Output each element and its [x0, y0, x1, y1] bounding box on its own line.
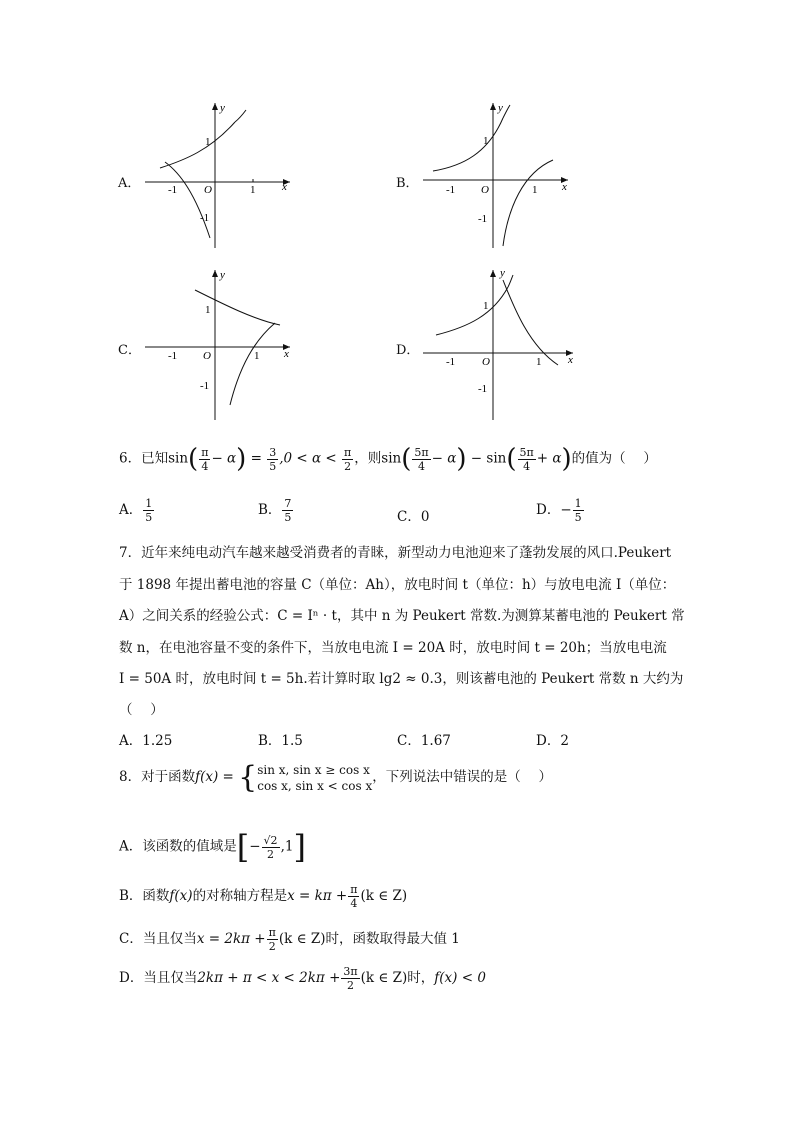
svg-text:1: 1: [254, 350, 260, 362]
graph-label: A．: [118, 176, 141, 191]
graph-a: [118, 98, 300, 262]
graph-c: [118, 265, 300, 429]
question-8: 8．对于函数f(x) = { sin x, sin x ≥ cos x cos x, sin x < cos x ，下列说法中错误的是（ ）: [119, 760, 553, 795]
question-7-line: 7．近年来纯电动汽车越来越受消费者的青睐，新型动力电池迎来了蓬勃发展的风口.Peukert: [119, 545, 672, 561]
svg-text:1: 1: [532, 184, 538, 196]
svg-text:x: x: [568, 354, 573, 366]
svg-text:1: 1: [205, 136, 211, 148]
svg-text:-1: -1: [478, 213, 488, 225]
graph-label: C．: [118, 343, 141, 358]
graph-b: [396, 98, 578, 262]
graph-d-plot: [418, 265, 578, 425]
q8-option-c[interactable]: C．当且仅当x = 2kπ + $\frac{\pi}{2}$ (k ∈ Z)时，函数取得最大值 1: [119, 926, 460, 953]
question-7-line: 数 n，在电池容量不变的条件下，当放电电流 I = 20A 时，放电时间 t = 20h；当放电电流: [119, 640, 667, 656]
q6-option-a[interactable]: A． $\frac{1}{5}$: [119, 497, 153, 524]
svg-text:O: O: [203, 350, 211, 362]
question-7-line: A）之间关系的经验公式：C = Iⁿ · t，其中 n 为 Peukert 常数.为测算某蓄电池的 Peukert 常: [119, 608, 685, 624]
svg-text:-1: -1: [200, 212, 210, 224]
q8-option-b[interactable]: B．函数f(x)的对称轴方程是x = kπ + $\frac{\pi}{4}$ (k ∈ Z): [119, 883, 408, 910]
svg-text:-1: -1: [478, 383, 488, 395]
svg-text:y: y: [500, 267, 505, 279]
graph-a-plot: [140, 98, 300, 258]
svg-text:y: y: [498, 102, 503, 114]
question-7-line: I = 50A 时，放电时间 t = 5h.若计算时取 lg2 ≈ 0.3，则该蓄电池的 Peukert 常数 n 大约为: [119, 671, 684, 687]
svg-text:x: x: [284, 348, 289, 360]
svg-text:O: O: [482, 356, 490, 368]
q7-option-d[interactable]: D．2: [536, 733, 569, 749]
q6-option-c[interactable]: C．0: [397, 509, 430, 525]
svg-text:-1: -1: [200, 380, 210, 392]
svg-text:-1: -1: [446, 356, 456, 368]
q7-option-c[interactable]: C．1.67: [397, 733, 451, 749]
svg-text:O: O: [204, 184, 212, 196]
q8-option-a[interactable]: A．该函数的值域是[− $\frac{√2}{2}$ ,1]: [119, 828, 306, 866]
svg-text:x: x: [562, 181, 567, 193]
question-6: 6．已知sin( $\frac{\pi}{4}$ − α) = $\frac{3}{5}$ ,0 < α < $\frac{\pi}{2}$ ，则sin( $\frac{5\pi}{4}$ − α) − sin( $\frac{5\pi}{4}$ + α)的值为（ ）: [119, 444, 657, 474]
svg-text:O: O: [481, 184, 489, 196]
svg-text:x: x: [282, 181, 287, 193]
q8-option-d[interactable]: D．当且仅当2kπ + π < x < 2kπ + $\frac{3\pi}{2}$ (k ∈ Z)时，f(x) < 0: [119, 965, 486, 992]
svg-text:1: 1: [483, 135, 489, 147]
q7-option-a[interactable]: A．1.25: [119, 733, 173, 749]
graph-d: [396, 265, 578, 429]
svg-text:-1: -1: [446, 184, 456, 196]
graph-label: B．: [396, 176, 419, 191]
svg-text:y: y: [220, 102, 225, 114]
graph-label: D．: [396, 343, 420, 358]
svg-text:-1: -1: [168, 350, 178, 362]
graph-c-plot: [140, 265, 300, 425]
svg-text:y: y: [220, 269, 225, 281]
graph-b-plot: [418, 98, 578, 258]
question-7-line: （ ）: [119, 702, 164, 718]
svg-text:-1: -1: [168, 184, 178, 196]
q6-option-b[interactable]: B． $\frac{7}{5}$: [258, 497, 292, 524]
q6-option-d[interactable]: D．− $\frac{1}{5}$: [536, 497, 582, 524]
svg-text:1: 1: [205, 304, 211, 316]
svg-text:1: 1: [483, 300, 489, 312]
question-7-line: 于 1898 年提出蓄电池的容量 C（单位：Ah），放电时间 t（单位：h）与放电电流 I（单位：: [119, 577, 676, 593]
q7-option-b[interactable]: B．1.5: [258, 733, 303, 749]
svg-text:1: 1: [536, 356, 542, 368]
svg-text:1: 1: [250, 184, 256, 196]
